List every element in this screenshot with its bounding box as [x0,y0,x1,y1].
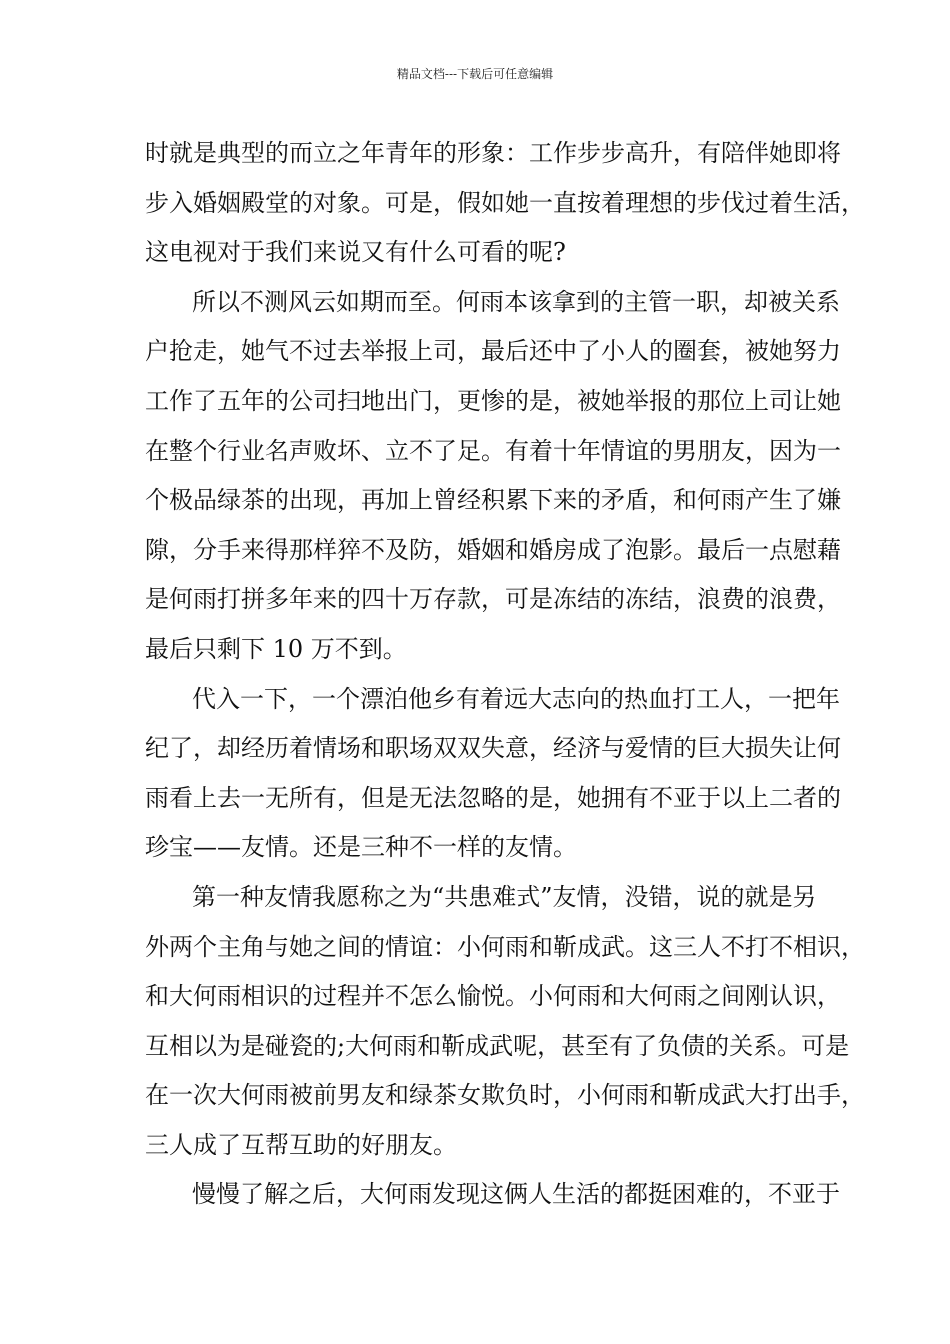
paragraph-start-line: 代入一下，一个漂泊他乡有着远大志向的热血打工人，一把年 [192,684,840,713]
document-body [145,129,865,1220]
text-line: 这电视对于我们来说又有什么可看的呢? [145,238,566,267]
text-line: 工作了五年的公司扫地出门，更惨的是，被她举报的那位上司让她 [145,386,841,415]
text-line: 珍宝——友情。还是三种不一样的友情。 [145,833,577,862]
text-line: 三人成了互帮互助的好朋友。 [145,1130,457,1159]
text-line: 时就是典型的而立之年青年的形象：工作步步高升，有陪伴她即将 [145,139,841,167]
text-line: 纪了，却经历着情场和职场双双失意，经济与爱情的巨大损失让何 [145,734,841,763]
text-line: 最后只剩下 10 万不到。 [145,634,407,663]
page-header: 精品文档---下载后可任意编辑 [396,67,554,81]
text-line: 互相以为是碰瓷的;大何雨和靳成武呢，甚至有了负债的关系。可是 [145,1031,850,1060]
text-line: 外两个主角与她之间的情谊：小何雨和靳成武。这三人不打不相识， [145,932,865,961]
paragraph-start-line: 慢慢了解之后，大何雨发现这俩人生活的都挺困难的，不亚于 [192,1180,840,1209]
text-line: 是何雨打拼多年来的四十万存款，可是冻结的冻结，浪费的浪费， [145,585,841,614]
text-line: 个极品绿茶的出现，再加上曾经积累下来的矛盾，和何雨产生了嫌 [145,486,841,515]
text-line: 步入婚姻殿堂的对象。可是，假如她一直按着理想的步伐过着生活， [145,188,865,217]
text-line: 在整个行业名声败坏、立不了足。有着十年情谊的男朋友，因为一 [145,436,841,465]
paragraph-start-line: 所以不测风云如期而至。何雨本该拿到的主管一职，却被关系 [192,287,840,316]
text-line: 和大何雨相识的过程并不怎么愉悦。小何雨和大何雨之间刚认识， [145,982,841,1011]
text-line: 户抢走，她气不过去举报上司，最后还中了小人的圈套，被她努力 [145,337,841,366]
paragraph-start-line: 第一种友情我愿称之为“共患难式”友情，没错，说的就是另 [192,882,817,911]
text-line: 在一次大何雨被前男友和绿茶女欺负时，小何雨和靳成武大打出手， [145,1081,865,1110]
text-line: 隙，分手来得那样猝不及防，婚姻和婚房成了泡影。最后一点慰藉 [145,535,841,564]
text-line: 雨看上去一无所有，但是无法忽略的是，她拥有不亚于以上二者的 [145,783,841,812]
